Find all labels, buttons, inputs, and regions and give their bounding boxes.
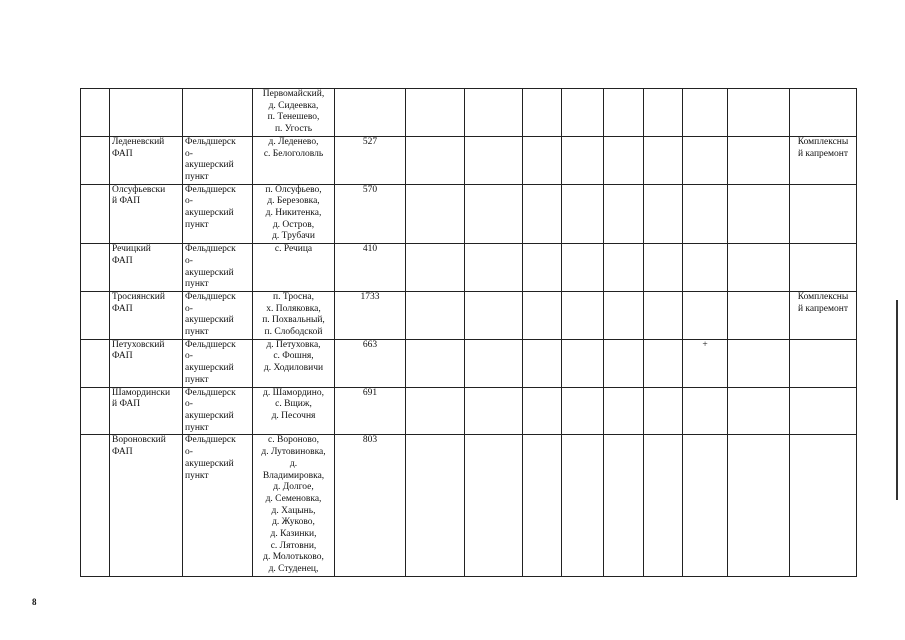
empty-cell (562, 387, 604, 435)
row-number-cell (81, 184, 110, 244)
empty-cell (644, 291, 683, 339)
localities-cell (253, 89, 335, 137)
empty-cell (523, 435, 562, 576)
mark-cell (683, 89, 728, 137)
facility-type-cell (183, 136, 253, 184)
empty-cell (562, 89, 604, 137)
population-cell (335, 136, 406, 184)
facility-type: Фельдшерск о- акушерский пункт (185, 339, 236, 385)
facility-name: Речицкий ФАП (112, 244, 151, 266)
table-row (81, 89, 857, 137)
empty-cell (406, 291, 465, 339)
table-row (81, 184, 857, 244)
empty-cell (465, 184, 523, 244)
facility-name: Вороновский ФАП (112, 435, 166, 458)
empty-cell (523, 89, 562, 137)
population-cell (335, 89, 406, 137)
empty-cell (728, 435, 790, 576)
localities-cell (253, 244, 335, 292)
empty-cell (523, 184, 562, 244)
empty-cell (562, 435, 604, 576)
facility-name: Петуховский ФАП (112, 339, 165, 362)
population-cell (335, 184, 406, 244)
population: 803 (362, 435, 378, 446)
localities-cell (253, 435, 335, 576)
empty-cell (644, 136, 683, 184)
facility-name-cell (110, 244, 183, 292)
localities: с. Речица (274, 244, 313, 255)
table-body (81, 89, 857, 577)
facility-type: Фельдшерск о- акушерский пункт (185, 291, 236, 338)
facility-type-cell (183, 89, 253, 137)
facility-type-cell (183, 291, 253, 339)
facility-type: Фельдшерск о- акушерский пункт (185, 136, 236, 182)
table-row (81, 136, 857, 184)
facility-name-cell (110, 387, 183, 435)
facility-type: Фельдшерск о- акушерский пункт (185, 244, 236, 290)
facilities-table (80, 88, 857, 577)
empty-cell (604, 184, 644, 244)
note-cell (790, 136, 857, 184)
empty-cell (406, 339, 465, 387)
localities-cell (253, 184, 335, 244)
empty-cell (644, 435, 683, 576)
empty-cell (523, 339, 562, 387)
empty-cell (465, 339, 523, 387)
population-cell (335, 291, 406, 339)
note-cell (790, 339, 857, 387)
note: Комплексны й капремонт (797, 291, 849, 314)
empty-cell (728, 244, 790, 292)
empty-cell (465, 244, 523, 292)
empty-cell (604, 291, 644, 339)
row-number-cell (81, 89, 110, 137)
localities: д. Леденево, с. Белоголовль (263, 136, 324, 159)
facility-type: Фельдшерск о- акушерский пункт (185, 184, 236, 230)
empty-cell (523, 387, 562, 435)
population: 527 (362, 136, 378, 147)
localities-cell (253, 291, 335, 339)
localities: п. Олсуфьево, д. Березовка, д. Никитенка, д. Остров, д. Трубачи (265, 184, 322, 242)
mark-cell (683, 136, 728, 184)
mark-cell (683, 244, 728, 292)
facility-name: Тросиянский ФАП (112, 291, 165, 314)
empty-cell (465, 291, 523, 339)
note-cell (790, 387, 857, 435)
empty-cell (523, 291, 562, 339)
note: Комплексны й капремонт (797, 136, 849, 159)
facility-type-cell (183, 184, 253, 244)
empty-cell (562, 244, 604, 292)
empty-cell (562, 184, 604, 244)
facility-name-cell (110, 435, 183, 576)
population: 663 (362, 339, 378, 350)
facility-type-cell (183, 339, 253, 387)
empty-cell (562, 136, 604, 184)
empty-cell (406, 89, 465, 137)
empty-cell (523, 136, 562, 184)
localities-cell (253, 339, 335, 387)
mark-cell (683, 291, 728, 339)
facility-name-cell (110, 291, 183, 339)
empty-cell (604, 339, 644, 387)
note-cell (790, 244, 857, 292)
note-cell (790, 89, 857, 137)
empty-cell (406, 435, 465, 576)
table-row (81, 339, 857, 387)
facility-name-cell (110, 89, 183, 137)
scan-edge-line (896, 300, 898, 500)
empty-cell (406, 184, 465, 244)
empty-cell (465, 89, 523, 137)
row-number-cell (81, 291, 110, 339)
population-cell (335, 339, 406, 387)
note-cell (790, 435, 857, 576)
empty-cell (728, 184, 790, 244)
localities-cell (253, 387, 335, 435)
row-number-cell (81, 244, 110, 292)
empty-cell (406, 244, 465, 292)
page-number: 8 (32, 597, 37, 607)
table-row (81, 435, 857, 576)
localities: Первомайский, д. Сидеевка, п. Тенешево, п. Угость (262, 89, 325, 135)
note-cell (790, 184, 857, 244)
localities: с. Вороново, д. Лутовиновка, д. Владимировка, д. Долгое, д. Семеновка, д. Хацынь, д. Жуково, д. Казинки, с. Лятовни, д. Молотьково, д. Студенец, (261, 435, 326, 575)
facility-name: Олсуфьевски й ФАП (112, 184, 166, 207)
empty-cell (644, 244, 683, 292)
empty-cell (728, 136, 790, 184)
table-row (81, 244, 857, 292)
empty-cell (465, 387, 523, 435)
localities: п. Тросна, х. Поляковка, п. Похвальный, п. Слободской (262, 291, 325, 338)
empty-cell (728, 89, 790, 137)
facility-name: Леденевский ФАП (112, 136, 165, 159)
mark-cell (683, 339, 728, 387)
empty-cell (644, 89, 683, 137)
facility-type-cell (183, 387, 253, 435)
mark: + (702, 339, 708, 350)
facility-name-cell (110, 184, 183, 244)
empty-cell (406, 136, 465, 184)
empty-cell (604, 435, 644, 576)
population-cell (335, 435, 406, 576)
empty-cell (604, 244, 644, 292)
empty-cell (523, 244, 562, 292)
empty-cell (728, 387, 790, 435)
facility-type: Фельдшерск о- акушерский пункт (185, 387, 236, 433)
empty-cell (644, 387, 683, 435)
population: 410 (362, 244, 378, 255)
empty-cell (406, 387, 465, 435)
population: 691 (362, 387, 378, 398)
localities: д. Шамордино, с. Вщиж, д. Песочня (263, 387, 324, 421)
empty-cell (604, 89, 644, 137)
empty-cell (604, 387, 644, 435)
row-number-cell (81, 387, 110, 435)
empty-cell (604, 136, 644, 184)
empty-cell (644, 339, 683, 387)
empty-cell (465, 136, 523, 184)
table-row (81, 387, 857, 435)
population-cell (335, 244, 406, 292)
empty-cell (562, 291, 604, 339)
row-number-cell (81, 339, 110, 387)
facility-type-cell (183, 244, 253, 292)
row-number-cell (81, 435, 110, 576)
mark-cell (683, 435, 728, 576)
facility-type-cell (183, 435, 253, 576)
population: 1733 (360, 291, 380, 302)
empty-cell (728, 291, 790, 339)
localities: д. Петуховка, с. Фошня, д. Ходиловичи (263, 339, 324, 374)
row-number-cell (81, 136, 110, 184)
empty-cell (644, 184, 683, 244)
facility-name-cell (110, 339, 183, 387)
note-cell (790, 291, 857, 339)
population-cell (335, 387, 406, 435)
mark-cell (683, 387, 728, 435)
empty-cell (562, 339, 604, 387)
empty-cell (728, 339, 790, 387)
empty-cell (465, 435, 523, 576)
localities-cell (253, 136, 335, 184)
facility-name: Шамордински й ФАП (112, 387, 171, 410)
facility-type: Фельдшерск о- акушерский пункт (185, 435, 236, 481)
population: 570 (362, 184, 378, 195)
table-row (81, 291, 857, 339)
facility-name-cell (110, 136, 183, 184)
mark-cell (683, 184, 728, 244)
